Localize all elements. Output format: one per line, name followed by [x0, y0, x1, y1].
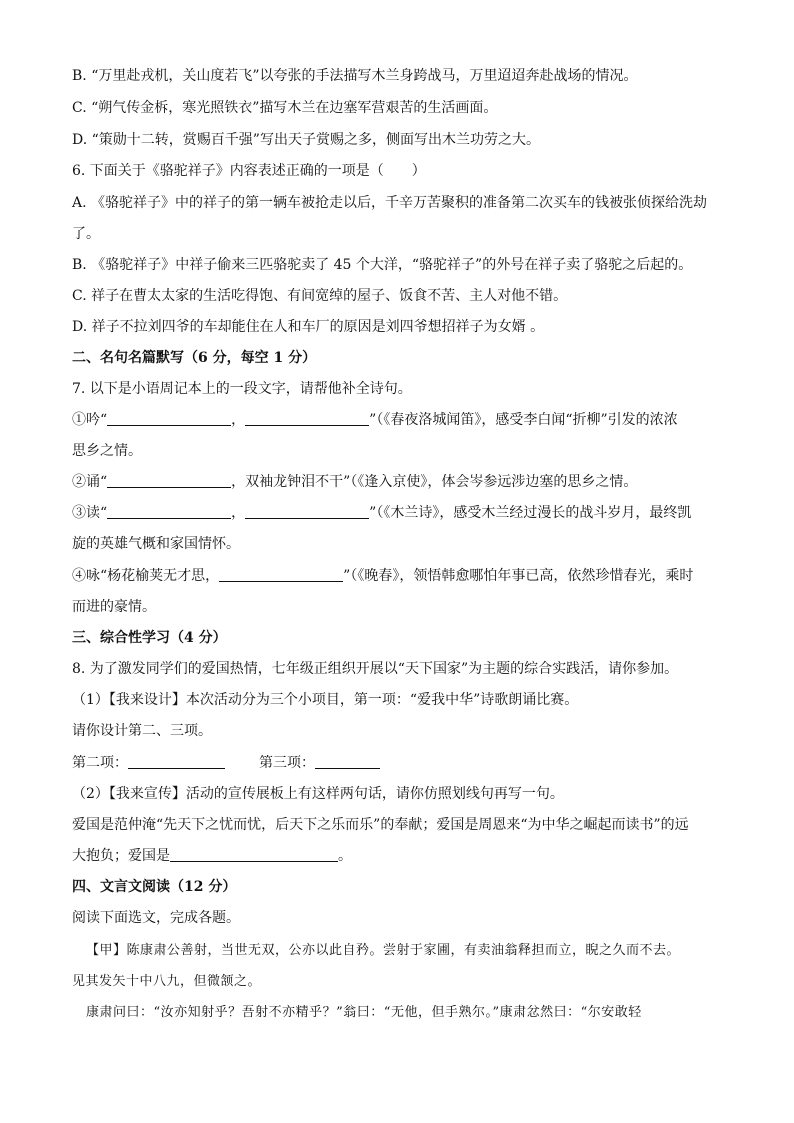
option-c: C. “朔气传金柝，寒光照铁衣”描写木兰在边塞军营艰苦的生活画面。 [72, 100, 498, 116]
q7-3-prefix: ③读“ [72, 505, 108, 521]
item-3-label: 第三项： [259, 755, 315, 771]
answer-blank[interactable] [245, 504, 369, 519]
answer-blank[interactable] [245, 411, 369, 426]
q7-1-suffix: ”（《春夜洛城闻笛》，感受李白闻“折柳”引发的浓浓 [369, 412, 678, 428]
answer-blank[interactable] [107, 473, 231, 488]
passage-jia-line-1: 【甲】陈康肃公善射，当世无双，公亦以此自矜。尝射于家圃，有卖油翁释担而立，睨之久而不去。 [86, 943, 681, 958]
q7-4-suffix: ”（《晚春》，领悟韩愈哪怕年事已高，依然珍惜春光，乘时 [343, 568, 694, 584]
q6-option-c: C. 祥子在曹太太家的生活吃得饱、有间宽绰的屋子、饭食不苦、主人对他不错。 [72, 288, 568, 304]
q8-part-2-answer [72, 846, 732, 866]
item-2-blank[interactable] [128, 754, 225, 769]
question-7: 7. 以下是小语周记本上的一段文字，请帮他补全诗句。 [72, 381, 412, 397]
answer-blank[interactable] [107, 411, 231, 426]
reading-instruction: 阅读下面选文，完成各题。 [72, 910, 240, 926]
passage-jia-line-3: 康肃问曰：“汝亦知射乎？吾射不亦精乎？”翁曰：“无他，但手熟尔。”康肃忿然曰：“尔安敢轻 [86, 1005, 642, 1020]
q7-4-prefix: ④咏“杨花榆荚无才思， [72, 568, 220, 584]
answer-blank[interactable] [170, 847, 338, 862]
q6-option-d: D. 祥子不拉刘四爷的车却能住在人和车厂的原因是刘四爷想招祥子为女婿 。 [72, 319, 545, 335]
q7-2-suffix: ，双袖龙钟泪不干”（《逢入京使》，体会岑参远涉边塞的思乡之情。 [231, 474, 638, 490]
q6-option-a: A. 《骆驼祥子》中的祥子的第一辆车被抢走以后，千辛万苦聚积的准备第二次买车的钱被张侦探给洗劫 [72, 195, 708, 211]
section-3-heading: 三、综合性学习（4 分） [72, 630, 227, 646]
q7-item-3 [72, 503, 732, 523]
passage-jia-line-2: 见其发矢十中八九，但微颔之。 [72, 974, 262, 989]
section-2-heading: 二、名句名篇默写（6 分，每空 1 分） [72, 350, 317, 366]
answer-blank[interactable] [219, 567, 343, 582]
question-8: 8. 为了激发同学们的爱国热情，七年级正组织开展以“天下国家”为主题的综合实践活，请你参加。 [72, 661, 679, 677]
option-d: D. “策勋十二转，赏赐百千强”写出天子赏赐之多，侧面写出木兰功劳之大。 [72, 132, 540, 148]
q7-1-prefix: ①吟“ [72, 412, 108, 428]
q8-part-1: （1）【我来设计】本次活动分为三个小项目，第一项：“爱我中华”诗歌朗诵比赛。 [72, 692, 579, 708]
q7-item-4 [72, 566, 732, 586]
q7-item-1-cont: 思乡之情。 [72, 443, 142, 459]
q7-3-comma: ， [231, 505, 246, 521]
question-6: 6. 下面关于《骆驼祥子》内容表述正确的一项是（ ） [72, 163, 426, 179]
q8-items [72, 753, 732, 773]
item-3-blank[interactable] [315, 754, 380, 769]
option-b: B. “万里赴戎机，关山度若飞”以夸张的手法描写木兰身跨战马，万里迢迢奔赴战场的情况。 [72, 68, 638, 84]
q7-item-1 [72, 410, 732, 430]
q8-2-suffix: 。 [338, 848, 352, 864]
q7-item-2 [72, 472, 732, 492]
item-2-label: 第二项： [72, 755, 128, 771]
q7-3-suffix: ”（《木兰诗》，感受木兰经过漫长的战斗岁月，最终凯 [369, 505, 692, 521]
q7-2-prefix: ②诵“ [72, 474, 108, 490]
q6-option-b: B. 《骆驼祥子》中祥子偷来三匹骆驼卖了 45 个大洋，“骆驼祥子”的外号在祥子卖了骆驼之后起的。 [72, 257, 693, 273]
q7-1-comma: ， [231, 412, 246, 428]
q6-option-a-cont: 了。 [72, 226, 100, 242]
answer-blank[interactable] [107, 504, 231, 519]
q8-part-2-text: 爱国是范仲淹“先天下之忧而忧，后天下之乐而乐”的奉献；爱国是周恩来“为中华之崛起而读书”的远 [72, 817, 689, 833]
q8-part-1-prompt: 请你设计第二、三项。 [72, 723, 212, 739]
section-4-heading: 四、文言文阅读（12 分） [72, 879, 237, 895]
q7-item-3-cont: 旋的英雄气概和家国情怀。 [72, 536, 240, 552]
q8-part-2: （2）【我来宣传】活动的宣传展板上有这样两句话，请你仿照划线句再写一句。 [72, 786, 564, 802]
q8-2-prefix: 大抱负；爱国是 [72, 848, 170, 864]
q7-item-4-cont: 而进的豪情。 [72, 599, 156, 615]
